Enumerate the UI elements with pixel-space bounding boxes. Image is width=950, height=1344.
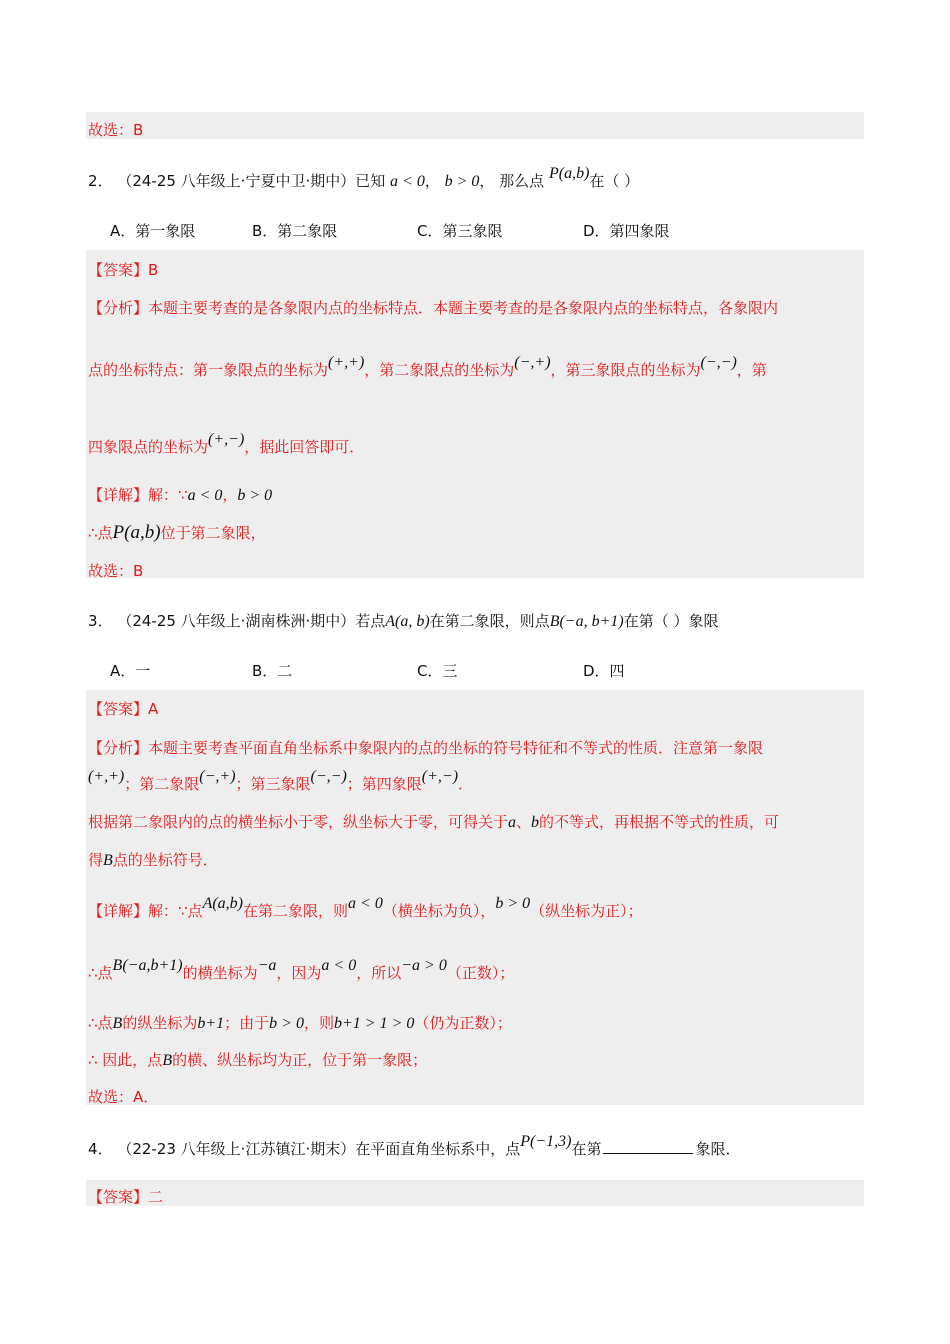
q3-detail-text3b: 的纵坐标为 bbox=[122, 1014, 198, 1032]
q3-detail-math8: B bbox=[112, 1015, 123, 1032]
q2-analysis-text2a: 点的坐标特点：第一象限点的坐标为 bbox=[88, 361, 329, 379]
q3-detail-math7: −a > 0 bbox=[401, 957, 447, 974]
q3-analysis-tag: 【分析】 bbox=[88, 739, 149, 757]
q3-source: （24-25 八年级上·湖南株洲·期中）若点 bbox=[117, 612, 386, 630]
q2-detail-text2a: ∴点 bbox=[88, 524, 113, 542]
q3-math-q4: (+,−) bbox=[421, 768, 459, 785]
q2-source: （24-25 八年级上·宁夏中卫·期中）已知 bbox=[117, 172, 386, 190]
q3-detail-text3e: （仍为正数）； bbox=[414, 1014, 512, 1032]
q3-detail-math9: b+1 bbox=[197, 1015, 225, 1032]
q3-detail-math11: b+1 > 1 > 0 bbox=[333, 1015, 415, 1032]
q4-answer-blank[interactable] bbox=[603, 1153, 693, 1154]
q3-analysis-text2b: ；第三象限 bbox=[235, 775, 311, 793]
q3-detail-text2b: 的横坐标为 bbox=[182, 964, 258, 982]
q2-answer-tag: 【答案】 bbox=[88, 261, 149, 279]
q3-detail-text1b: 在第二象限，则 bbox=[243, 902, 349, 920]
q3-detail-text4b: 的横、纵坐标均为正，位于第一象限； bbox=[172, 1051, 428, 1069]
q2-math-q3: (−,−) bbox=[700, 354, 737, 371]
q3-math-var-b: b bbox=[531, 814, 540, 831]
q3-analysis-line1 bbox=[88, 737, 763, 758]
q1-solution-block bbox=[86, 112, 864, 139]
q2-detail-text2b: 位于第二象限， bbox=[160, 524, 266, 542]
q3-detail-text2a: ∴点 bbox=[88, 964, 113, 982]
q3-math-b: B(−a, b+1) bbox=[549, 613, 624, 630]
q3-analysis-line3 bbox=[88, 811, 779, 832]
q3-detail-text2c: ，因为 bbox=[276, 964, 322, 982]
q2-math-q4: (+,−) bbox=[208, 431, 245, 448]
q2-analysis-text3a: 四象限点的坐标为 bbox=[88, 438, 209, 456]
q3-detail-text1c: （横坐标为负）， bbox=[382, 902, 496, 920]
q2-option-a[interactable]: A．第一象限 bbox=[110, 222, 196, 240]
q2-analysis-text2b: ，第二象限点的坐标为 bbox=[364, 361, 515, 379]
q2-detail-math2: b > 0 bbox=[237, 487, 273, 504]
q4-text2: 象限． bbox=[695, 1140, 741, 1158]
q3-analysis-text2d: ． bbox=[458, 775, 474, 793]
q3-detail-math6: a < 0 bbox=[321, 957, 357, 974]
q2-sep: ， bbox=[424, 172, 440, 190]
q2-detail-tag: 【详解】 bbox=[88, 486, 149, 504]
q3-detail-text4a: ∴ 因此，点 bbox=[88, 1051, 163, 1069]
q2-stem bbox=[88, 165, 640, 191]
q2-option-b[interactable]: B．第二象限 bbox=[252, 222, 338, 240]
q3-detail-math12: B bbox=[162, 1052, 173, 1069]
q3-analysis-text3b: 、 bbox=[516, 813, 532, 831]
q3-option-b[interactable]: B．二 bbox=[252, 662, 293, 680]
q2-math-a: a < 0 bbox=[390, 173, 425, 190]
q3-detail-math10: b > 0 bbox=[269, 1015, 304, 1032]
q3-detail-math4: B(−a,b+1) bbox=[112, 957, 183, 974]
q3-stem bbox=[88, 610, 719, 631]
q3-math-a: A(a, b) bbox=[385, 613, 430, 630]
q2-answer-value: B bbox=[148, 261, 159, 279]
q3-option-c[interactable]: C．三 bbox=[417, 662, 458, 680]
q4-stem bbox=[88, 1133, 741, 1159]
q4-text1: 在第 bbox=[571, 1140, 602, 1158]
q3-analysis-line4 bbox=[88, 849, 218, 870]
q3-math-var-B: B bbox=[103, 852, 113, 869]
q3-detail-text2e: （正数）； bbox=[446, 964, 515, 982]
q3-analysis-text1: 本题主要考查平面直角坐标系中象限内的点的坐标的符号特征和不等式的性质．注意第一象限 bbox=[148, 739, 764, 757]
q3-option-d[interactable]: D．四 bbox=[583, 662, 625, 680]
q2-text2: ， 那么点 bbox=[479, 172, 545, 190]
q2-analysis-text2d: ，第 bbox=[736, 361, 767, 379]
q2-detail-line1 bbox=[88, 484, 272, 505]
q2-detail-text1a: 解：∵ bbox=[148, 486, 188, 504]
q2-analysis-text2c: ，第三象限点的坐标为 bbox=[550, 361, 701, 379]
q3-analysis-text3a: 根据第二象限内的点的横坐标小于零，纵坐标大于零，可得关于 bbox=[88, 813, 509, 831]
q2-option-d[interactable]: D．第四象限 bbox=[583, 222, 670, 240]
q2-analysis-line1 bbox=[88, 297, 778, 318]
q3-detail-math5: −a bbox=[257, 957, 277, 974]
q2-detail-line2 bbox=[88, 522, 266, 544]
q2-math-q2: (−,+) bbox=[514, 354, 551, 371]
q1-conclusion: 故选：B bbox=[88, 121, 144, 139]
q2-conclusion: 故选：B bbox=[88, 562, 144, 580]
q2-detail-math3: P(a,b) bbox=[112, 522, 161, 543]
q3-answer bbox=[88, 698, 158, 719]
q3-detail-tag: 【详解】 bbox=[88, 902, 149, 920]
q3-detail-line4 bbox=[88, 1049, 427, 1070]
q3-answer-tag: 【答案】 bbox=[88, 700, 149, 718]
q2-text3: 在（ ） bbox=[589, 172, 640, 190]
q3-detail-text3c: ；由于 bbox=[224, 1014, 270, 1032]
q4-answer-tag: 【答案】 bbox=[88, 1188, 149, 1206]
q3-analysis-text4a: 得 bbox=[88, 851, 104, 869]
q3-answer-value: A bbox=[148, 700, 159, 718]
q4-math-p: P(−1,3) bbox=[520, 1133, 572, 1150]
q3-detail-text1a: 解：∵点 bbox=[148, 902, 203, 920]
q3-conclusion: 故选：A． bbox=[88, 1088, 159, 1106]
q3-analysis-text2a: ；第二象限 bbox=[124, 775, 200, 793]
q3-detail-line3 bbox=[88, 1012, 512, 1033]
q2-math-p: P(a,b) bbox=[548, 165, 590, 182]
q4-number: 4． bbox=[88, 1140, 113, 1158]
q3-number: 3． bbox=[88, 612, 113, 630]
q3-detail-text3d: ，则 bbox=[303, 1014, 334, 1032]
q3-option-a[interactable]: A．一 bbox=[110, 662, 151, 680]
q3-analysis-text2c: ；第四象限 bbox=[346, 775, 422, 793]
q4-answer bbox=[88, 1186, 163, 1207]
q2-math-q1: (+,+) bbox=[328, 354, 365, 371]
q2-analysis-text1: 本题主要考查的是各象限内点的坐标特点．本题主要考查的是各象限内点的坐标特点，各象限内 bbox=[148, 299, 779, 317]
q2-analysis-line3 bbox=[88, 431, 365, 457]
q2-number: 2． bbox=[88, 172, 113, 190]
q2-detail-text1b: ， bbox=[222, 486, 238, 504]
q2-detail-math1: a < 0 bbox=[187, 487, 223, 504]
q2-analysis-tag: 【分析】 bbox=[88, 299, 149, 317]
q3-detail-math1: A(a,b) bbox=[202, 895, 243, 912]
q3-detail-text3a: ∴点 bbox=[88, 1014, 113, 1032]
q2-option-c[interactable]: C．第三象限 bbox=[417, 222, 503, 240]
q3-math-q1: (+,+) bbox=[88, 768, 125, 785]
q3-detail-text1d: （纵坐标为正）； bbox=[530, 902, 643, 920]
q3-detail-math3: b > 0 bbox=[495, 895, 531, 912]
q3-detail-line2 bbox=[88, 957, 515, 983]
q3-detail-math2: a < 0 bbox=[348, 895, 383, 912]
q2-analysis-line2 bbox=[88, 354, 767, 380]
q3-math-var-a: a bbox=[508, 814, 517, 831]
q4-solution-block bbox=[86, 1180, 864, 1206]
q3-analysis-line2 bbox=[88, 768, 474, 794]
q3-math-q3: (−,−) bbox=[310, 768, 347, 785]
q3-analysis-text3c: 的不等式，再根据不等式的性质，可 bbox=[539, 813, 780, 831]
q3-text1: 在第二象限，则点 bbox=[429, 612, 550, 630]
q2-answer bbox=[88, 259, 158, 280]
q3-text2: 在第（ ）象限 bbox=[623, 612, 719, 630]
q3-detail-line1 bbox=[88, 895, 643, 921]
q4-answer-value: 二 bbox=[148, 1188, 164, 1206]
q4-source: （22-23 八年级上·江苏镇江·期末）在平面直角坐标系中，点 bbox=[117, 1140, 521, 1158]
q3-math-q2: (−,+) bbox=[199, 768, 236, 785]
q2-analysis-text3b: ，据此回答即可． bbox=[244, 438, 365, 456]
q3-detail-text2d: ，所以 bbox=[356, 964, 402, 982]
q2-math-b: b > 0 bbox=[444, 173, 480, 190]
q3-analysis-text4b: 点的坐标符号． bbox=[112, 851, 218, 869]
